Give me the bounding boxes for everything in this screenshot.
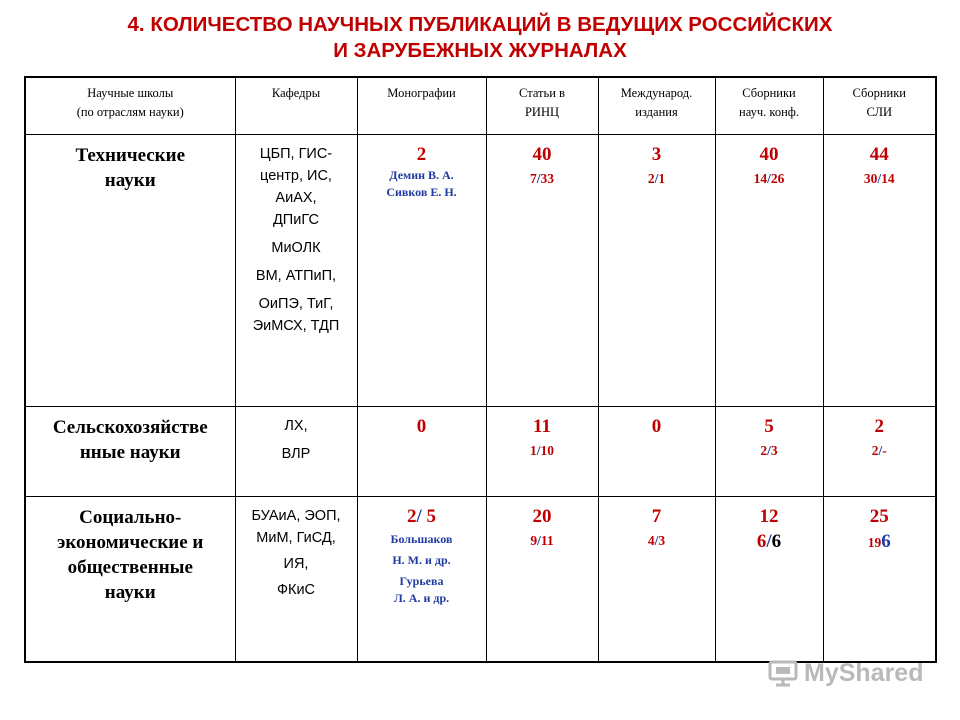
publications-table (24, 76, 937, 663)
departments-cell: БУАиА, ЭОП, МиМ, ГиСД, ИЯ, ФКиС (235, 497, 357, 662)
table-row (25, 407, 936, 497)
slide-title-line-2: И ЗАРУБЕЖНЫХ ЖУРНАЛАХ (333, 39, 627, 62)
school-cell: Социально- экономические и общественные науки (25, 497, 235, 662)
rinc-cell: 40 7/33 (486, 135, 598, 407)
header-schools: Научные школы (по отраслям науки) (25, 77, 235, 135)
conference-cell: 5 2/3 (715, 407, 823, 497)
departments-cell: ЛХ, ВЛР (235, 407, 357, 497)
header-monographs: Монографии (357, 77, 486, 135)
international-cell: 3 2/1 (598, 135, 715, 407)
school-cell: Технические науки (25, 135, 235, 407)
sli-cell: 44 30/14 (823, 135, 936, 407)
table-row (25, 135, 936, 407)
conference-cell: 12 6/6 (715, 497, 823, 662)
school-cell: Сельскохозяйстве нные науки (25, 407, 235, 497)
monographs-cell: 2/ 5 Большаков Н. М. и др. Гурьева Л. А. и др. (357, 497, 486, 662)
slide-title (0, 12, 960, 64)
header-conference: Сборники науч. конф. (715, 77, 823, 135)
header-departments: Кафедры (235, 77, 357, 135)
header-international: Международ. издания (598, 77, 715, 135)
international-cell: 0 (598, 407, 715, 497)
departments-cell: ЦБП, ГИС- центр, ИС, АиАХ, ДПиГС МиОЛК ВМ, АТПиП, ОиПЭ, ТиГ, ЭиМСХ, ТДП (235, 135, 357, 407)
presentation-board-icon (768, 659, 798, 687)
header-sli: Сборники СЛИ (823, 77, 936, 135)
rinc-cell: 20 9/11 (486, 497, 598, 662)
myshared-watermark (768, 656, 923, 690)
monographs-cell: 2 Демин В. А. Сивков Е. Н. (357, 135, 486, 407)
rinc-cell: 11 1/10 (486, 407, 598, 497)
watermark-text: MyShared (804, 658, 924, 687)
table-row (25, 497, 936, 662)
monographs-cell: 0 (357, 407, 486, 497)
international-cell: 7 4/3 (598, 497, 715, 662)
sli-cell: 25 196 (823, 497, 936, 662)
conference-cell: 40 14/26 (715, 135, 823, 407)
header-rinc: Статьи в РИНЦ (486, 77, 598, 135)
slide-title-line-1: 4. КОЛИЧЕСТВО НАУЧНЫХ ПУБЛИКАЦИЙ В ВЕДУЩИХ РОССИЙСКИХ (127, 13, 833, 36)
header-row (25, 77, 936, 135)
sli-cell: 2 2/- (823, 407, 936, 497)
